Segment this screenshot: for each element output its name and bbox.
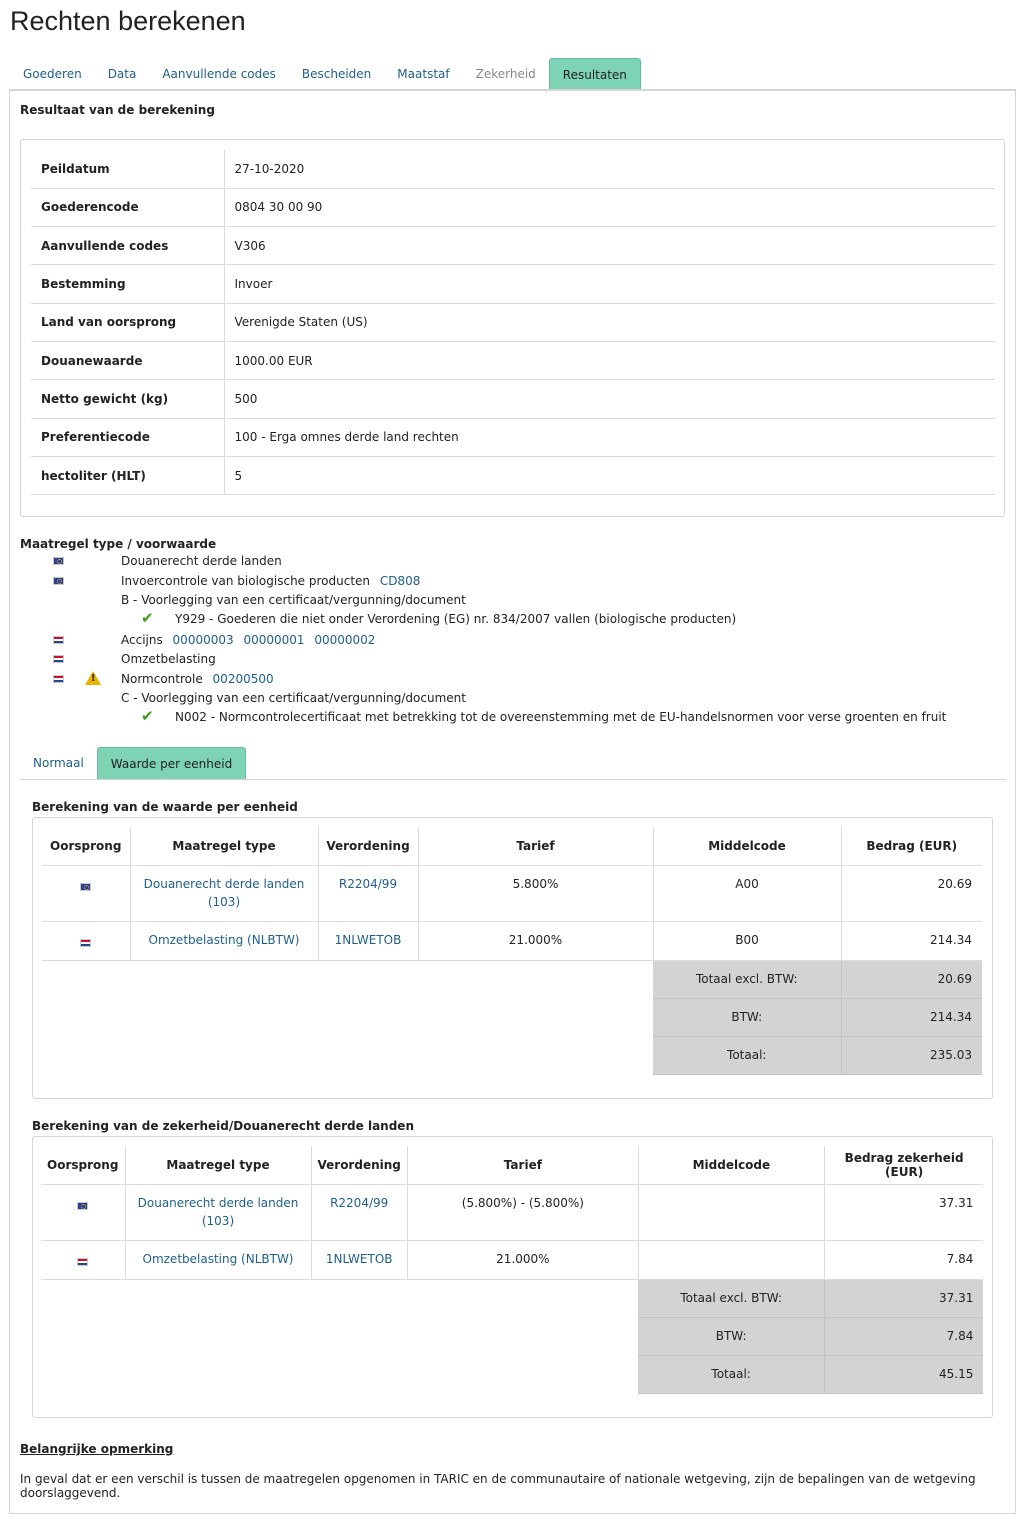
- row-value: V306: [224, 227, 995, 265]
- tab-maatstaf[interactable]: Maatstaf: [397, 67, 450, 81]
- measure-norm: [121, 670, 274, 689]
- row-value: Invoer: [224, 265, 995, 303]
- amount-cell: 214.34: [841, 921, 982, 960]
- col-bedrag: Bedrag (EUR): [841, 827, 982, 865]
- link-verordening[interactable]: R2204/99: [330, 1195, 389, 1210]
- col-oorsprong: Oorsprong: [42, 827, 130, 865]
- tab-aanvullende-codes[interactable]: Aanvullende codes: [162, 67, 276, 81]
- row-value: 27-10-2020: [224, 150, 995, 188]
- table-row: [41, 1184, 983, 1240]
- tab-goederen[interactable]: Goederen: [23, 67, 82, 81]
- link-douanerecht[interactable]: Douanerecht derde landen: [137, 1195, 299, 1210]
- link-douanerecht-code[interactable]: (103): [201, 1213, 235, 1228]
- link-accijns-1[interactable]: 00000003: [172, 633, 234, 647]
- results-panel: [9, 89, 1016, 1514]
- checkmark-icon: ✔: [141, 707, 154, 725]
- table-row: [31, 380, 995, 418]
- measure-omzet: Omzetbelasting: [121, 652, 216, 666]
- amount-cell: 20.69: [841, 865, 982, 921]
- note-title: Belangrijke opmerking: [20, 1442, 174, 1456]
- type-cell: [130, 865, 318, 921]
- calc2-title: Berekening van de zekerheid/Douanerecht derde landen: [32, 1119, 414, 1133]
- row-value: 0804 30 00 90: [224, 188, 995, 226]
- table-header-row: [42, 827, 982, 865]
- measure-bio-condition: B - Voorlegging van een certificaat/vergunning/document: [121, 593, 466, 607]
- row-label: Douanewaarde: [31, 341, 224, 379]
- col-verordening: Verordening: [318, 827, 418, 865]
- table-row: [31, 150, 995, 188]
- tab-normaal[interactable]: Normaal: [33, 756, 84, 770]
- calc2-table: [41, 1146, 983, 1394]
- measures-title: Maatregel type / voorwaarde: [20, 537, 217, 551]
- table-row: [42, 865, 982, 921]
- col-maatregel-type: Maatregel type: [130, 827, 318, 865]
- calc-tabs: [20, 747, 246, 779]
- table-row: [31, 265, 995, 303]
- col-middelcode: Middelcode: [653, 827, 841, 865]
- btw-label: BTW:: [653, 998, 841, 1036]
- col-tarief: Tarief: [407, 1146, 638, 1184]
- total-excl-label: Totaal excl. BTW:: [653, 960, 841, 998]
- col-verordening: Verordening: [311, 1146, 407, 1184]
- type-cell: [130, 921, 318, 960]
- total-label: Totaal:: [638, 1355, 824, 1393]
- code-cell: B00: [653, 921, 841, 960]
- tab-resultaten[interactable]: Resultaten: [549, 58, 641, 90]
- rate-cell: 5.800%: [418, 865, 653, 921]
- row-value: 100 - Erga omnes derde land rechten: [224, 418, 995, 456]
- row-label: Land van oorsprong: [31, 303, 224, 341]
- row-label: hectoliter (HLT): [31, 456, 224, 494]
- origin-cell: [42, 865, 130, 921]
- table-header-row: [41, 1146, 983, 1184]
- row-label: Netto gewicht (kg): [31, 380, 224, 418]
- table-row: [31, 456, 995, 494]
- reg-cell: [318, 865, 418, 921]
- nl-flag-icon: [53, 636, 64, 644]
- measure-bio-condition-item: Y929 - Goederen die niet onder Verordening (EG) nr. 834/2007 vallen (biologische producten): [175, 612, 737, 626]
- eu-flag-icon: [80, 883, 91, 891]
- link-douanerecht-code[interactable]: (103): [207, 894, 241, 909]
- row-label: Goederencode: [31, 188, 224, 226]
- table-row: [31, 341, 995, 379]
- table-row: [31, 418, 995, 456]
- code-cell: A00: [653, 865, 841, 921]
- tab-zekerheid: Zekerheid: [475, 67, 536, 81]
- result-table: [31, 150, 995, 495]
- total-excl-value: 20.69: [841, 960, 982, 998]
- origin-cell: [41, 1240, 125, 1279]
- total-row: [42, 960, 982, 998]
- measure-bio: [121, 572, 420, 591]
- link-douanerecht[interactable]: Douanerecht derde landen: [143, 876, 305, 891]
- calc1-box: [32, 817, 993, 1099]
- page-title: Rechten berekenen: [10, 6, 246, 36]
- link-verordening[interactable]: 1NLWETOB: [325, 1251, 393, 1266]
- row-value: Verenigde Staten (US): [224, 303, 995, 341]
- table-row: [31, 227, 995, 265]
- reg-cell: [318, 921, 418, 960]
- tab-data[interactable]: Data: [107, 67, 137, 81]
- amount-cell: 37.31: [824, 1184, 983, 1240]
- code-cell: [638, 1184, 824, 1240]
- row-label: Peildatum: [31, 150, 224, 188]
- link-omzetbelasting[interactable]: Omzetbelasting (NLBTW): [148, 932, 300, 947]
- link-cd808[interactable]: CD808: [379, 574, 421, 588]
- measure-douanerecht: Douanerecht derde landen: [121, 554, 282, 568]
- reg-cell: [311, 1240, 407, 1279]
- table-row: [31, 188, 995, 226]
- measure-norm-condition: C - Voorlegging van een certificaat/vergunning/document: [121, 691, 466, 705]
- calc2-box: [32, 1136, 993, 1418]
- measure-norm-label: Normcontrole: [121, 672, 203, 686]
- col-middelcode: Middelcode: [638, 1146, 824, 1184]
- eu-flag-icon: [53, 557, 64, 565]
- link-verordening[interactable]: R2204/99: [338, 876, 398, 891]
- type-cell: [125, 1240, 311, 1279]
- nl-flag-icon: [53, 675, 64, 683]
- result-title: Resultaat van de berekening: [20, 103, 215, 117]
- calc1-title: Berekening van de waarde per eenheid: [32, 800, 298, 814]
- checkmark-icon: ✔: [141, 609, 154, 627]
- total-row: [41, 1355, 983, 1393]
- btw-label: BTW:: [638, 1317, 824, 1355]
- btw-value: 7.84: [824, 1317, 983, 1355]
- total-row: [42, 1036, 982, 1074]
- col-maatregel-type: Maatregel type: [125, 1146, 311, 1184]
- measure-accijns-label: Accijns: [121, 633, 163, 647]
- link-verordening[interactable]: 1NLWETOB: [334, 932, 402, 947]
- code-cell: [638, 1240, 824, 1279]
- divider: [20, 779, 1006, 780]
- rate-cell: 21.000%: [418, 921, 653, 960]
- measure-bio-label: Invoercontrole van biologische producten: [121, 574, 371, 588]
- link-accijns-3[interactable]: 00000002: [314, 633, 376, 647]
- col-bedrag-zekerheid: Bedrag zekerheid (EUR): [824, 1146, 983, 1184]
- rate-cell: (5.800%) - (5.800%): [407, 1184, 638, 1240]
- row-value: 1000.00 EUR: [224, 341, 995, 379]
- rate-cell: 21.000%: [407, 1240, 638, 1279]
- total-row: [41, 1279, 983, 1317]
- note-text: In geval dat er een verschil is tussen de maatregelen opgenomen in TARIC en de communautaire of nationale wetgeving, zijn de bepalingen van de wetgeving doorslaggevend.: [20, 1472, 976, 1500]
- nl-flag-icon: [53, 655, 64, 663]
- eu-flag-icon: [53, 577, 64, 585]
- total-row: [42, 998, 982, 1036]
- row-label: Bestemming: [31, 265, 224, 303]
- total-label: Totaal:: [653, 1036, 841, 1074]
- tab-waarde-per-eenheid[interactable]: Waarde per eenheid: [97, 747, 246, 779]
- row-value: 500: [224, 380, 995, 418]
- link-normcontrole[interactable]: 00200500: [212, 672, 274, 686]
- total-excl-label: Totaal excl. BTW:: [638, 1279, 824, 1317]
- link-omzetbelasting[interactable]: Omzetbelasting (NLBTW): [142, 1251, 294, 1266]
- warning-icon: !: [85, 671, 101, 685]
- measure-norm-condition-item: N002 - Normcontrolecertificaat met betrekking tot de overeenstemming met de EU-handelsnormen voor verse groenten en fruit: [175, 710, 947, 724]
- col-oorsprong: Oorsprong: [41, 1146, 125, 1184]
- total-row: [41, 1317, 983, 1355]
- calc1-table: [42, 827, 982, 1075]
- origin-cell: [41, 1184, 125, 1240]
- btw-value: 214.34: [841, 998, 982, 1036]
- nl-flag-icon: [77, 1258, 88, 1266]
- total-value: 235.03: [841, 1036, 982, 1074]
- result-box: [20, 139, 1005, 517]
- link-accijns-2[interactable]: 00000001: [243, 633, 305, 647]
- tab-bescheiden[interactable]: Bescheiden: [301, 67, 372, 81]
- row-value: 5: [224, 456, 995, 494]
- eu-flag-icon: [77, 1202, 88, 1210]
- col-tarief: Tarief: [418, 827, 653, 865]
- total-value: 45.15: [824, 1355, 983, 1393]
- row-label: Preferentiecode: [31, 418, 224, 456]
- table-row: [42, 921, 982, 960]
- measure-accijns: [121, 631, 375, 650]
- row-label: Aanvullende codes: [31, 227, 224, 265]
- main-tabs: [10, 58, 641, 90]
- amount-cell: 7.84: [824, 1240, 983, 1279]
- total-excl-value: 37.31: [824, 1279, 983, 1317]
- reg-cell: [311, 1184, 407, 1240]
- table-row: [31, 303, 995, 341]
- nl-flag-icon: [80, 939, 91, 947]
- origin-cell: [42, 921, 130, 960]
- type-cell: [125, 1184, 311, 1240]
- table-row: [41, 1240, 983, 1279]
